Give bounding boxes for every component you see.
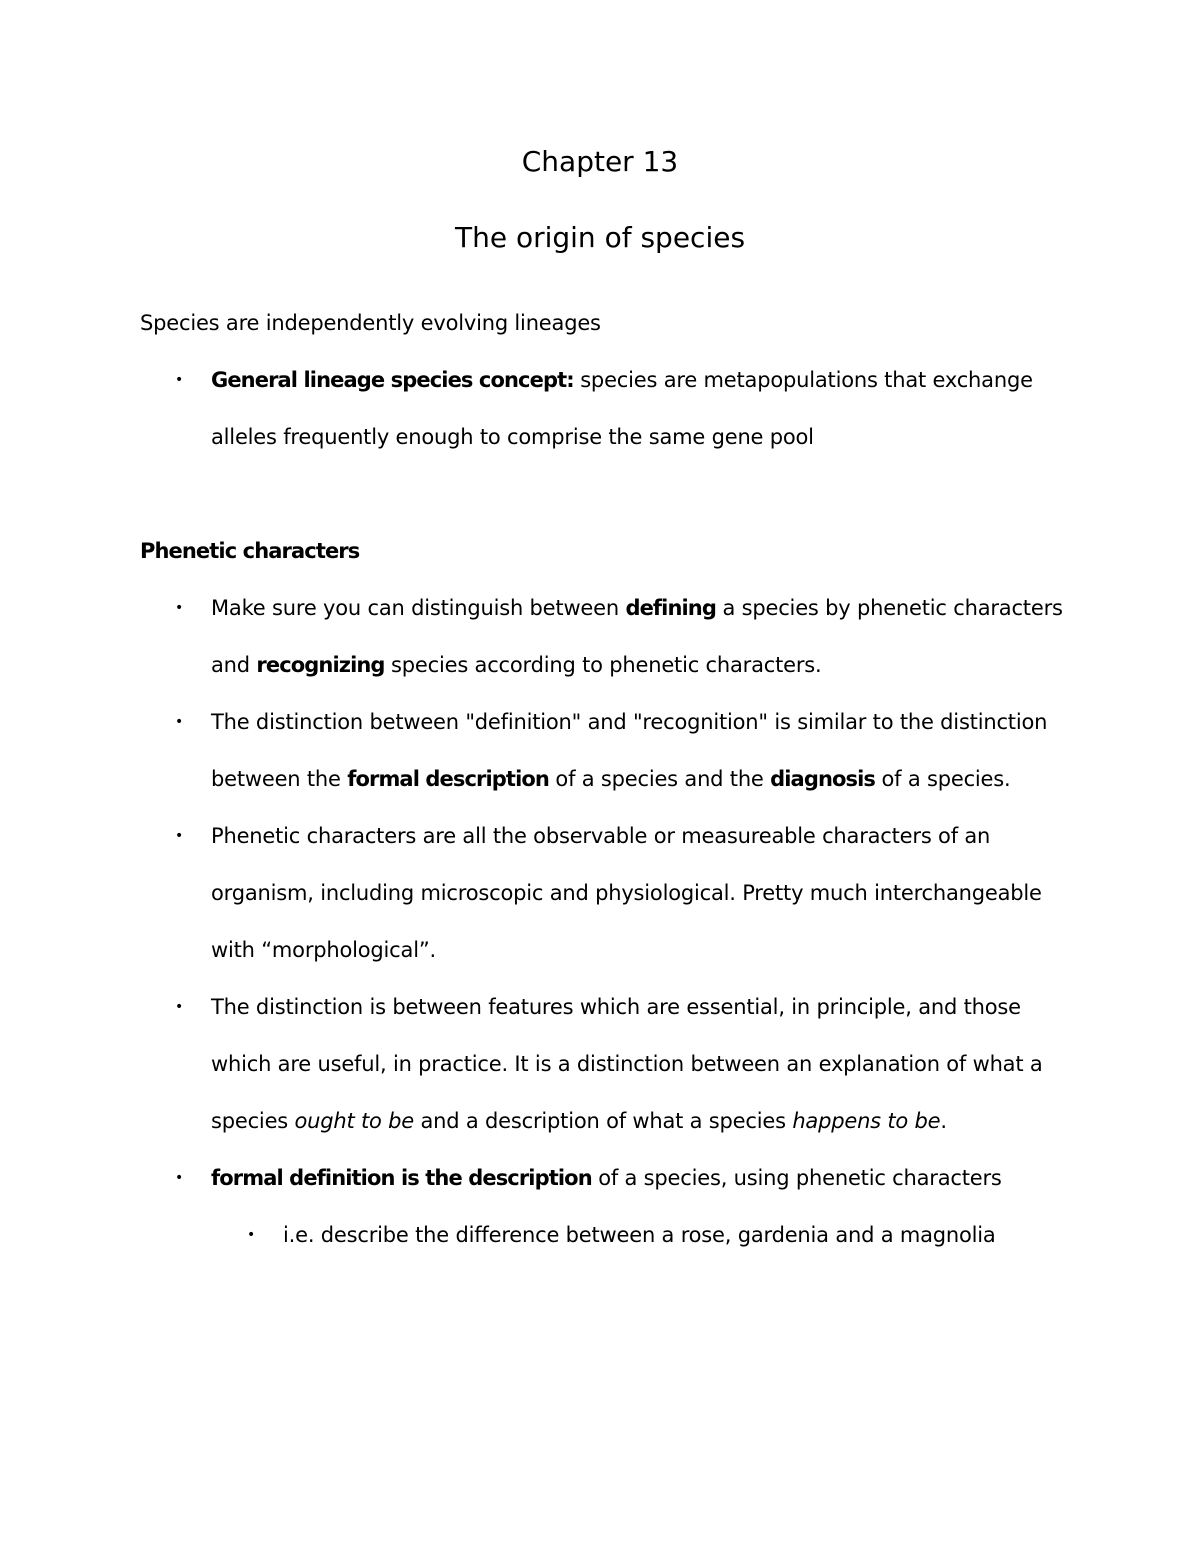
bullet1-line1: Make sure you can distinguish between defining a species by phenetic characters xyxy=(211,596,1063,620)
term-general-lineage: General lineage species concept: xyxy=(211,368,574,392)
bullet-icon: • xyxy=(175,372,184,388)
page-title: The origin of species xyxy=(454,221,746,254)
bullet4-line2: which are useful, in practice. It is a distinction between an explanation of what a xyxy=(211,1052,1043,1076)
intro-text: Species are independently evolving lineages xyxy=(140,311,601,335)
lineage-concept-line1: General lineage species concept: species are metapopulations that exchange xyxy=(211,368,1033,392)
bullet1-line2: and recognizing species according to phenetic characters. xyxy=(211,653,822,677)
bullet3-line1: Phenetic characters are all the observable or measureable characters of an xyxy=(211,824,991,848)
bullet-icon: • xyxy=(175,600,184,616)
bullet2-line2: between the formal description of a species and the diagnosis of a species. xyxy=(211,767,1011,791)
bullet-icon: • xyxy=(175,714,184,730)
section-heading-phenetic: Phenetic characters xyxy=(140,539,360,563)
bullet3-line2: organism, including microscopic and physiological. Pretty much interchangeable xyxy=(211,881,1042,905)
bullet-icon: • xyxy=(175,828,184,844)
chapter-heading: Chapter 13 xyxy=(521,145,679,178)
bullet-icon: • xyxy=(175,999,184,1015)
bullet3-line3: with “morphological”. xyxy=(211,938,436,962)
bullet2-line1: The distinction between "definition" and "recognition" is similar to the distinction xyxy=(211,710,1048,734)
sub-bullet-line: i.e. describe the difference between a rose, gardenia and a magnolia xyxy=(283,1223,996,1247)
bullet4-line1: The distinction is between features which are essential, in principle, and those xyxy=(211,995,1021,1019)
bullet-icon: • xyxy=(247,1227,256,1243)
bullet5-line1: formal definition is the description of a species, using phenetic characters xyxy=(211,1166,1002,1190)
bullet4-line3: species ought to be and a description of what a species happens to be. xyxy=(211,1109,947,1133)
lineage-concept-line2: alleles frequently enough to comprise the same gene pool xyxy=(211,425,814,449)
bullet-icon: • xyxy=(175,1170,184,1186)
